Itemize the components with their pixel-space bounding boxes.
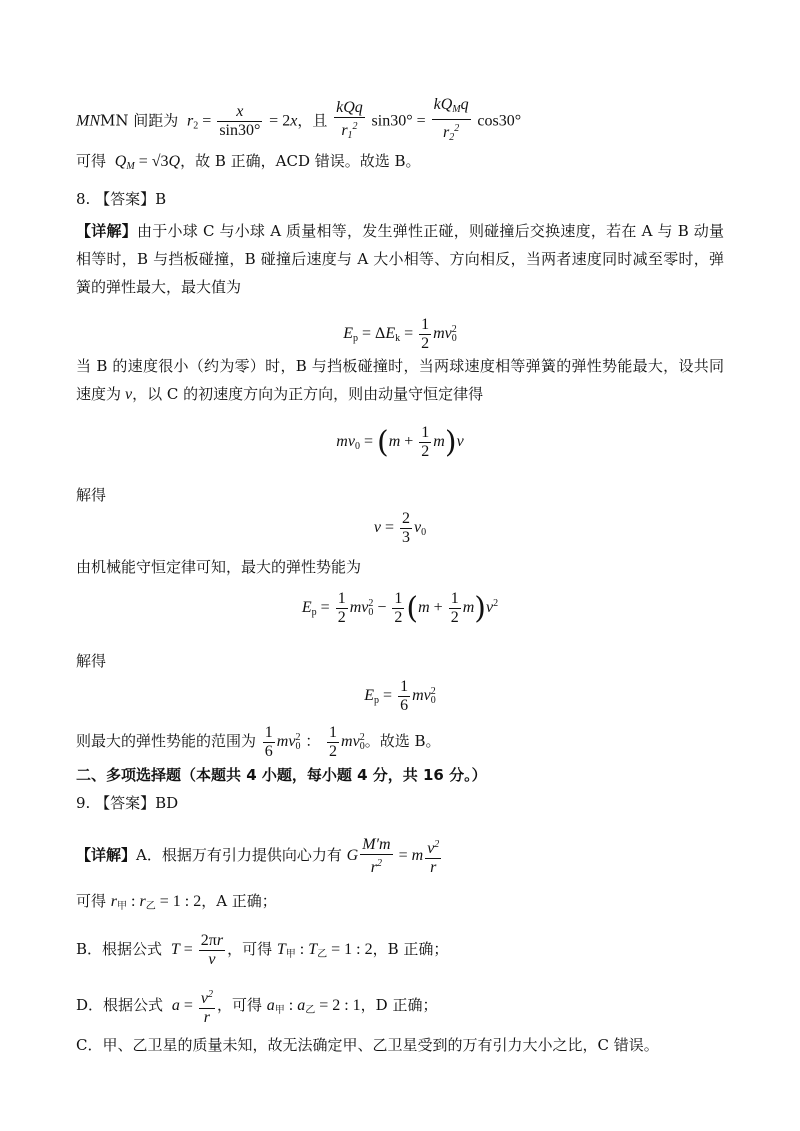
q9-line-d-mid: ，可得 [216,996,262,1015]
mn-distance-line: MNMN 间距为 $r_2$ = $\frac{x}{\sin 30^\circ}$ = 2x，且 $\frac{\text{kQq}}{r_1^2}$ sin30° = $\frac{kQ_Mq}{r_2^2}$ cos30° [76,96,724,147]
q8-detail-paragraph [76,217,724,301]
q8-range-line: 则最大的弹性势能的范围为 $\frac{1}{6}$ $mv_0^2$ ： $\frac{1}{2}$ $mv_0^2$。故选 B。 [76,724,441,760]
formula-ep-result: $E_p$ = $\frac{1}{6}$ $mv_0^2$ [364,678,436,714]
q9-line-b: B．根据公式 T = $\frac{2\pi r}{v}$ ，可得 $T_甲$ : $T_乙 = 1$ : 2，B 正确； [76,932,449,968]
q8-range-suffix: 。故选 B。 [364,732,441,751]
formula-v: v = $\frac{2}{3}$ $v_0$ [373,510,427,546]
q8-para2: 当 B 的速度很小（约为零）时，B 与挡板碰撞时，当两球速度相等弹簧的弹性势能最大，设共同速度为 v，以 C 的初速度方向为正方向，则由动量守恒定律得 [76,357,724,403]
q9-line-a: 可得 $r_甲$ : $r_乙 = 1$ : 2，A 正确； [76,892,277,912]
result-line: 可得 $Q_M = √3Q$，故 B 正确，ACD 错误。故选 B。 [76,152,421,172]
formula-ep-energy: $E_p$ = $\frac{1}{2}$ $mv_0^2$ − $\frac{1}{2}$ (m + $\frac{1}{2}$ $m)v^2$ [301,590,499,626]
mn-label: MN 间距为 [100,111,179,130]
q8-solve2: 解得 [76,652,107,670]
q9-line-d-end: ，D 正确； [360,996,438,1015]
formula-ep-max: $E_p = \Delta E_k$ = $\frac{1}{2}$ $mv_0^2$ [343,316,457,352]
q9-answer: 9. 【答案】BD [76,794,179,812]
q9-line-b-end: ，B 正确； [372,940,449,959]
formula-coulomb-right: $\frac{kQ_Mq}{r_2^2}$ [433,96,469,143]
q8-solve1: 解得 [76,486,107,504]
formula-momentum: $mv_0 = (m$ + $\frac{1}{2}$ m)v [336,424,464,460]
q9-line-a-end: ，A 正确； [201,892,277,910]
and-label: ，且 [297,111,328,130]
q9-line-d-prefix: D．根据公式 [76,996,164,1015]
section2-title: 二、多项选择题（本题共 4 小题，每小题 4 分，共 16 分。） [76,766,487,784]
result-suffix: ，故 B 正确，ACD 错误。故选 B。 [180,152,421,170]
q8-detail-text: 由于小球 C 与小球 A 质量相等，发生弹性正碰，则碰撞后交换速度，若在 A 与 B 动量相等时，B 与挡板碰撞，B 碰撞后速度与 A 大小相等、方向相反，当两者速度同时减至零时，弹簧的弹性最大，最大值为 [76,222,724,296]
q9-line-c: C．甲、乙卫星的质量未知，故无法确定甲、乙卫星受到的万有引力大小之比，C 错误。 [76,1036,659,1054]
formula-r2: $\frac{x}{\sin 30^\circ}$ [219,103,261,139]
q9-detail-a: 【详解】A．根据万有引力提供向心力有 G $\frac{M'm}{r^2}$ = m $\frac{v^2}{r}$ [76,836,440,876]
q9-line-b-prefix: B．根据公式 [76,940,163,959]
q8-para2-text-b: ，以 C 的初速度方向为正方向，则由动量守恒定律得 [132,385,484,403]
q9-line-b-mid: ，可得 [227,940,273,959]
result-prefix: 可得 [76,152,107,170]
q8-answer: 8. 【答案】B [76,190,167,208]
q9-detail-a-text: A．根据万有引力提供向心力有 [136,846,342,865]
q9-line-a-prefix: 可得 [76,892,107,910]
q8-range-prefix: 则最大的弹性势能的范围为 [76,732,257,751]
formula-coulomb-left: $\frac{\text{kQq}}{r_1^2}$ [336,98,363,141]
q9-detail-tag: 【详解】 [76,846,137,865]
q8-para2-text: 当 B 的速度很小（约为零）时，B 与挡板碰撞时，当两球速度相等弹簧的弹性势能最大，设共同速度为 [76,357,724,403]
q8-para3: 由机械能守恒定律可知，最大的弹性势能为 [76,558,362,576]
q8-detail-tag: 【详解】 [76,222,137,240]
q9-line-d: D．根据公式 a = $\frac{v^2}{r}$ ，可得 $a_甲$ : $a_乙 = 2$ : 1，D 正确； [76,986,724,1027]
